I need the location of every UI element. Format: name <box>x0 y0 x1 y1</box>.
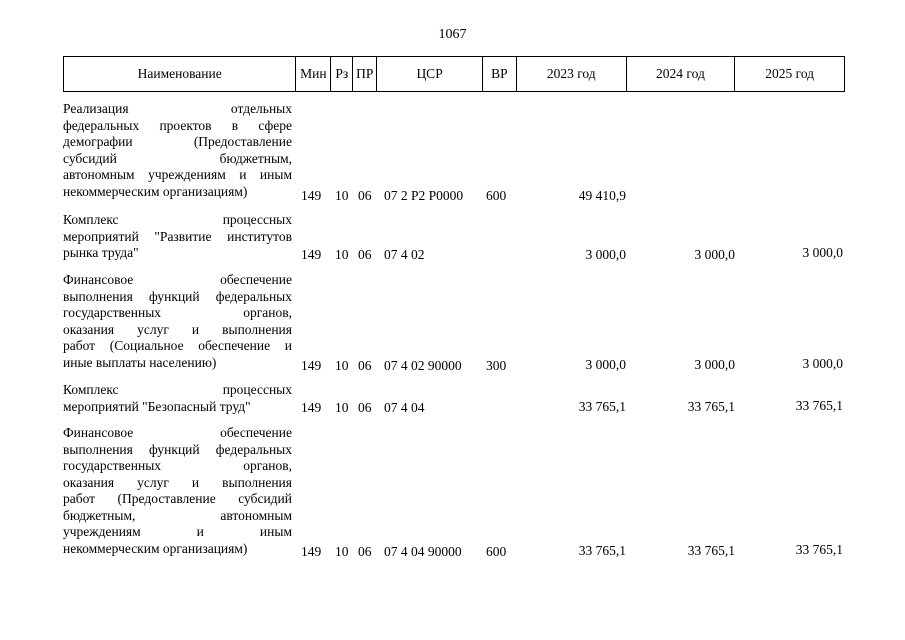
cell-vr: 600 <box>486 188 507 203</box>
cell-rz: 10 <box>335 544 349 559</box>
cell-min: 149 <box>301 247 322 262</box>
row-name: Реализация отдельных федеральных проектов в сфере демографии (Предоставление субсидий бюджетным, автономным учреждениям и иным некоммерческим организациям) <box>63 101 292 199</box>
row-name: Финансовое обеспечение выполнения функций федеральных государственных органов, оказания услуг и выполнения работ (Социальное обеспечение и иные выплаты населению) <box>63 272 292 370</box>
cell-2024: 33 765,1 <box>687 399 735 414</box>
cell-vr: 300 <box>486 358 507 373</box>
cell-2024: 3 000,0 <box>694 357 735 372</box>
row-name: Финансовое обеспечение выполнения функций федеральных государственных органов, оказания услуг и выполнения работ (Предоставление субсидий бюджетным, автономным учреждениям и иным некоммерческим организациям) <box>63 425 292 556</box>
cell-rz: 10 <box>335 188 349 203</box>
cell-2024: 33 765,1 <box>687 543 735 558</box>
header-2024: 2024 год <box>627 57 736 91</box>
cell-min: 149 <box>301 188 322 203</box>
cell-min: 149 <box>301 400 322 415</box>
header-rz: Рз <box>331 57 353 91</box>
header-vr: ВР <box>483 57 517 91</box>
cell-2025: 3 000,0 <box>802 356 843 371</box>
header-name: Наименование <box>64 57 296 91</box>
cell-csr: 07 2 P2 P0000 <box>384 188 464 203</box>
cell-2023: 33 765,1 <box>578 543 626 558</box>
cell-rz: 10 <box>335 400 349 415</box>
cell-2025: 33 765,1 <box>795 542 843 557</box>
cell-csr: 07 4 02 90000 <box>384 358 462 373</box>
header-min: Мин <box>296 57 331 91</box>
header-pr: ПР <box>353 57 377 91</box>
table-header <box>63 56 845 92</box>
cell-2024: 3 000,0 <box>694 247 735 262</box>
cell-pr: 06 <box>358 247 372 262</box>
cell-2023: 3 000,0 <box>585 247 626 262</box>
header-csr: ЦСР <box>377 57 483 91</box>
cell-2023: 49 410,9 <box>578 188 626 203</box>
cell-csr: 07 4 02 <box>384 247 425 262</box>
cell-pr: 06 <box>358 358 372 373</box>
cell-pr: 06 <box>358 188 372 203</box>
cell-pr: 06 <box>358 544 372 559</box>
row-name: Комплекс процессных мероприятий "Безопасный труд" <box>63 382 292 414</box>
cell-csr: 07 4 04 <box>384 400 425 415</box>
cell-2025: 3 000,0 <box>802 245 843 260</box>
cell-2025: 33 765,1 <box>795 398 843 413</box>
cell-rz: 10 <box>335 358 349 373</box>
cell-rz: 10 <box>335 247 349 262</box>
page-number: 1067 <box>438 27 467 42</box>
header-2025: 2025 год <box>765 66 815 81</box>
row-name: Комплекс процессных мероприятий "Развитие институтов рынка труда" <box>63 212 292 260</box>
cell-2023: 3 000,0 <box>585 357 626 372</box>
cell-pr: 06 <box>358 400 372 415</box>
cell-min: 149 <box>301 358 322 373</box>
cell-2023: 33 765,1 <box>578 399 626 414</box>
cell-vr: 600 <box>486 544 507 559</box>
header-2023: 2023 год <box>517 57 627 91</box>
cell-csr: 07 4 04 90000 <box>384 544 462 559</box>
cell-min: 149 <box>301 544 322 559</box>
